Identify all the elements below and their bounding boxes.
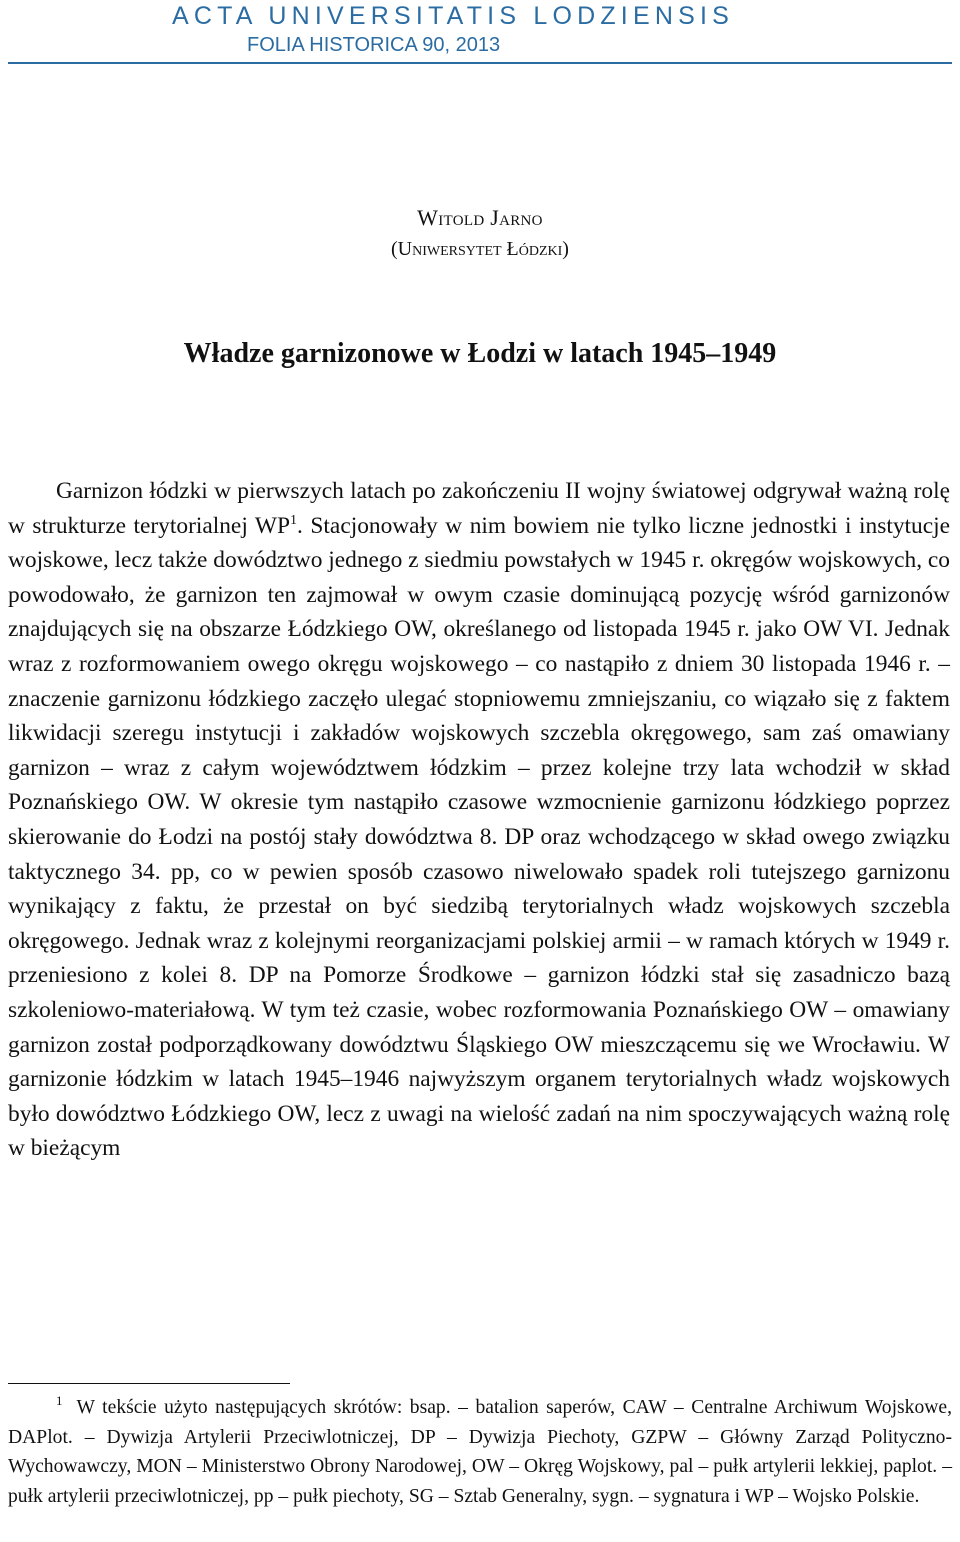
header-rule: [8, 62, 952, 64]
author-affiliation: (Uniwersytet Łódzki): [391, 238, 569, 260]
article-title: Władze garnizonowe w Łodzi w latach 1945–1949: [183, 338, 777, 369]
footnote-number: 1: [56, 1393, 63, 1409]
journal-title: ACTA UNIVERSITATIS LODZIENSIS: [172, 2, 734, 30]
footnote-separator: [8, 1383, 290, 1384]
body-text-part-2: . Stacjonowały w nim bowiem nie tylko liczne jednostki i instytucje wojskowe, lecz także dowództwo jednego z siedmiu powstałych w 1945 r. okręgów wojskowych, co powodowało, że garnizon ten zajmował w owym czasie dominującą pozycję wśród garnizonów znajdujących się na obszarze Łódzkiego OW, określanego od listopada 1945 r. jako OW VI. Jednak wraz z rozformowaniem owego okręgu wojskowego – co nastąpiło z dniem 30 listopada 1946 r. – znaczenie garnizonu łódzkiego zaczęło ulegać stopniowemu zmniejszaniu, co wiązało się z faktem likwidacji szeregu instytucji i zakładów wojskowych szczebla okręgowego, sam zaś omawiany garnizon – wraz z całym województwem łódzkim – przez kolejne trzy lata wchodził w skład Poznańskiego OW. W okresie tym nastąpiło czasowe wzmocnienie garnizonu łódzkiego poprzez skierowanie do Łodzi na postój stały dowództwa 8. DP oraz wchodzącego w skład owego związku taktycznego 34. pp, co w pewien sposób czasowo niwelowało spadek roli tutejszego garnizonu wynikający z faktu, że przestał on być siedzibą terytorialnych władz wojskowych szczebla okręgowego. Jednak wraz z kolejnymi reorganizacjami polskiej armii – w ramach których w 1949 r. przeniesiono z kolei 8. DP na Pomorze Środkowe – garnizon łódzki stał się zasadniczo bazą szkoleniowo-materiałową. W tym też czasie, wobec rozformowania Poznańskiego OW – omawiany garnizon został podporządkowany dowództwu Śląskiego OW mieszczącemu się we Wrocławiu. W garnizonie łódzkim w latach 1945–1946 najwyższym organem terytorialnych władz wojskowych było dowództwo Łódzkiego OW, lecz z uwagi na wielość zadań na nim spoczywających ważną rolę w bieżącym: [8, 512, 950, 1162]
journal-series: FOLIA HISTORICA 90, 2013: [247, 34, 501, 56]
footnote: [8, 1393, 952, 1512]
footnote-text: W tekście użyto następujących skrótów: bsap. – batalion saperów, CAW – Centralne Archiwum Wojskowe, DAPlot. – Dywizja Artylerii Przeciwlotniczej, DP – Dywizja Piechoty, GZPW – Główny Zarząd Polityczno-Wychowawczy, MON – Ministerstwo Obrony Narodowej, OW – Okręg Wojskowy, pal – pułk artylerii lekkiej, paplot. – pułk artylerii przeciwlotniczej, pp – pułk piechoty, SG – Sztab Generalny, sygn. – sygnatura i WP – Wojsko Polskie.: [8, 1397, 952, 1508]
footnote-reference[interactable]: 1: [290, 512, 298, 528]
author-name: Witold Jarno: [417, 205, 543, 230]
body-paragraph: [8, 474, 950, 1166]
body-text-part-1: Garnizon łódzki w pierwszych latach po zakończeniu II wojny światowej odgrywał ważną rolę w strukturze terytorialnej WP: [8, 478, 950, 539]
